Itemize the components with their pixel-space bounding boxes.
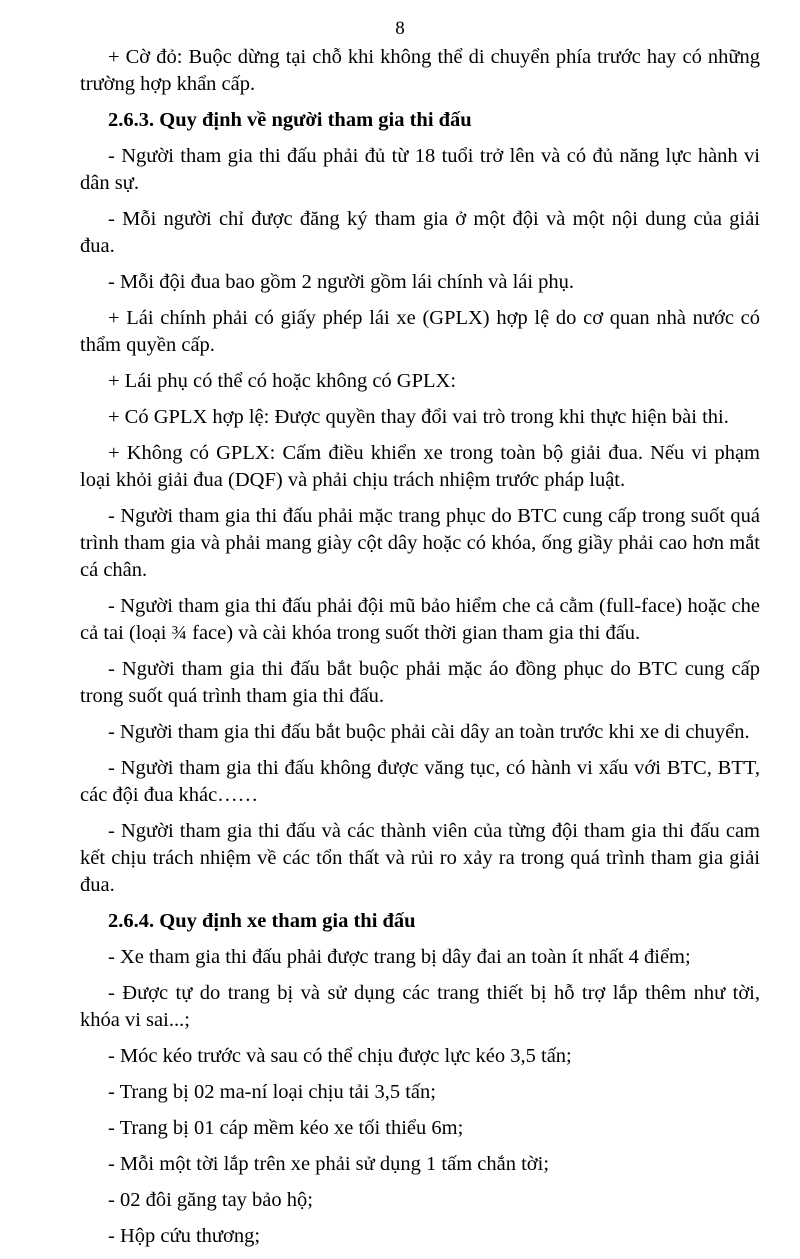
paragraph: - Người tham gia thi đấu không được văng tục, có hành vi xấu với BTC, BTT, các đội đua khác…… [80,757,760,806]
section-heading: 2.6.4. Quy định xe tham gia thi đấu [108,910,416,932]
section-heading: 2.6.3. Quy định về người tham gia thi đấu [108,109,472,131]
paragraph: - Mỗi một tời lắp trên xe phải sử dụng 1 tấm chắn tời; [108,1153,550,1175]
paragraph: - Người tham gia thi đấu phải mặc trang phục do BTC cung cấp trong suốt quá trình tham gia và phải mang giày cột dây hoặc có khóa, ống giầy phải cao hơn mắt cá chân. [80,505,760,581]
paragraph: - Người tham gia thi đấu phải đủ từ 18 tuổi trở lên và có đủ năng lực hành vi dân sự. [80,145,760,194]
paragraph: + Cờ đỏ: Buộc dừng tại chỗ khi không thể di chuyển phía trước hay có những trường hợp khẩn cấp. [80,46,760,95]
paragraph: - Trang bị 02 ma-ní loại chịu tải 3,5 tấn; [108,1081,436,1103]
paragraph: - Hộp cứu thương; [108,1225,261,1247]
paragraph: - Người tham gia thi đấu bắt buộc phải mặc áo đồng phục do BTC cung cấp trong suốt quá trình tham gia thi đấu. [80,658,760,707]
page-number: 8 [395,18,405,39]
paragraph: - Mỗi đội đua bao gồm 2 người gồm lái chính và lái phụ. [108,271,575,293]
paragraph: - Người tham gia thi đấu bắt buộc phải cài dây an toàn trước khi xe di chuyển. [108,721,750,743]
paragraph: + Lái phụ có thể có hoặc không có GPLX: [108,370,457,392]
paragraph: - Được tự do trang bị và sử dụng các trang thiết bị hỗ trợ lắp thêm như tời, khóa vi sai...; [80,982,760,1031]
paragraph: + Không có GPLX: Cấm điều khiển xe trong toàn bộ giải đua. Nếu vi phạm loại khỏi giải đua (DQF) và phải chịu trách nhiệm trước pháp luật. [80,442,760,491]
paragraph: - Xe tham gia thi đấu phải được trang bị dây đai an toàn ít nhất 4 điểm; [108,946,691,968]
paragraph: - Người tham gia thi đấu phải đội mũ bảo hiểm che cả cằm (full-face) hoặc che cả tai (loại ¾ face) và cài khóa trong suốt thời gian tham gia thi đấu. [80,595,760,644]
paragraph: - 02 đôi găng tay bảo hộ; [108,1189,313,1211]
paragraph: + Lái chính phải có giấy phép lái xe (GPLX) hợp lệ do cơ quan nhà nước có thẩm quyền cấp. [80,307,760,356]
paragraph: - Người tham gia thi đấu và các thành viên của từng đội tham gia thi đấu cam kết chịu trách nhiệm về các tổn thất và rủi ro xảy ra trong quá trình tham gia giải đua. [80,820,760,896]
paragraph: - Móc kéo trước và sau có thể chịu được lực kéo 3,5 tấn; [108,1045,572,1067]
paragraph: + Có GPLX hợp lệ: Được quyền thay đổi vai trò trong khi thực hiện bài thi. [108,406,729,428]
document-body [80,44,760,1259]
paragraph: - Trang bị 01 cáp mềm kéo xe tối thiểu 6m; [108,1117,464,1139]
paragraph: - Mỗi người chỉ được đăng ký tham gia ở một đội và một nội dung của giải đua. [80,208,760,257]
